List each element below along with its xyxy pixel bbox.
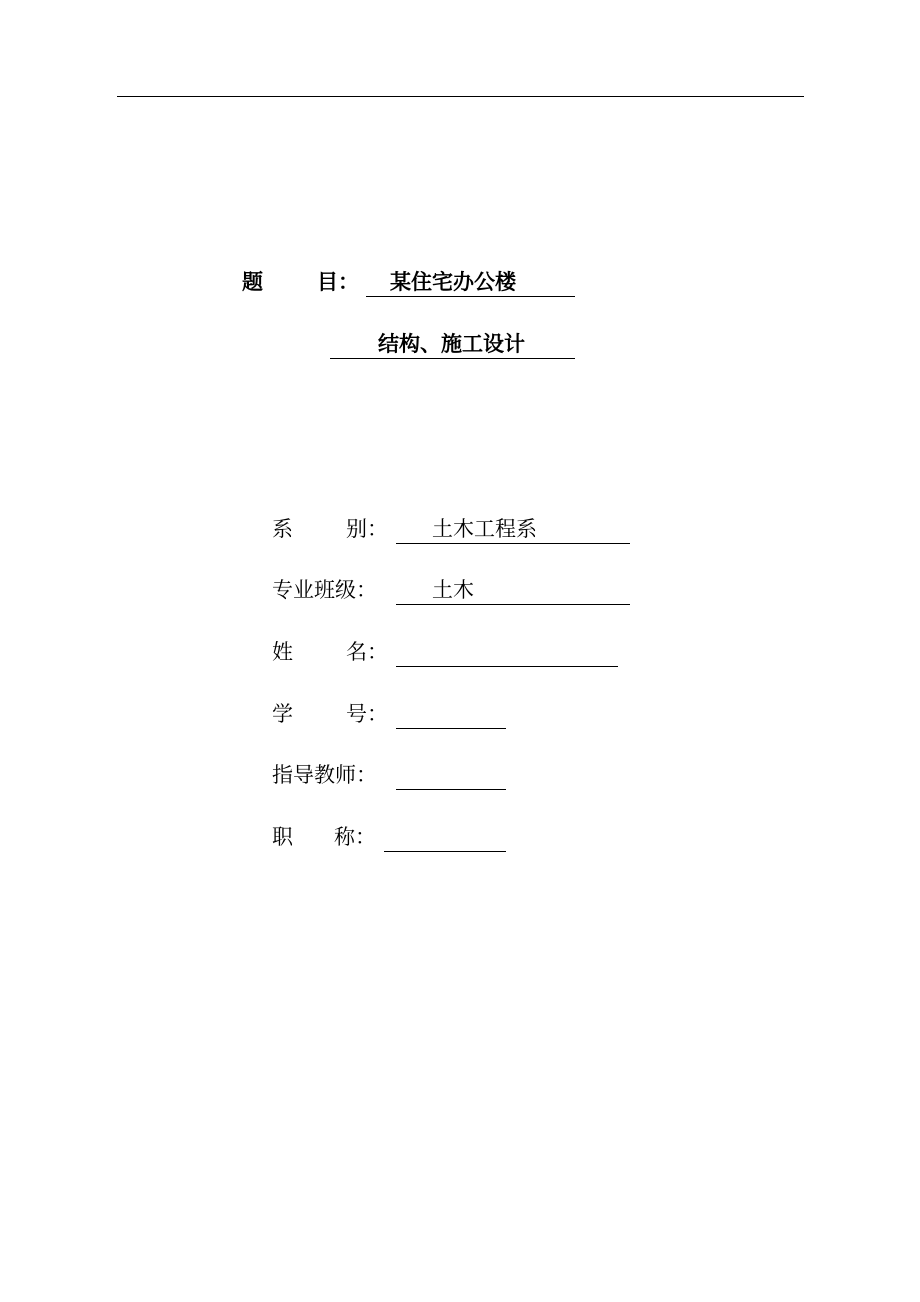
name-label-char2: 名：	[346, 640, 388, 664]
student-id-label-char2: 号：	[346, 702, 388, 726]
name-label-char1: 姓	[272, 640, 293, 664]
advisor-label: 指导教师：	[272, 763, 377, 787]
title-line2-text: 结构、施工设计	[378, 332, 525, 356]
title-rank-field	[384, 823, 506, 852]
student-id-label-char1: 学	[272, 702, 293, 726]
header-rule	[117, 96, 804, 97]
name-field	[396, 638, 618, 667]
title-label-char1: 题	[242, 270, 263, 294]
department-label-char2: 别：	[346, 517, 388, 541]
title-line2-field	[330, 330, 575, 359]
class-field	[396, 576, 630, 605]
class-label: 专业班级：	[272, 578, 377, 602]
advisor-field	[396, 761, 506, 790]
department-value: 土木工程系	[432, 517, 537, 541]
department-label-char1: 系	[272, 517, 293, 541]
title-line1-text: 某住宅办公楼	[390, 270, 516, 294]
department-field	[396, 515, 630, 544]
student-id-field	[396, 700, 506, 729]
title-rank-label-char1: 职	[272, 825, 293, 849]
class-value: 土木	[432, 578, 474, 602]
title-label-char2: 目：	[317, 270, 359, 294]
title-rank-label-char2: 称：	[334, 825, 376, 849]
title-line1-field	[366, 268, 575, 297]
